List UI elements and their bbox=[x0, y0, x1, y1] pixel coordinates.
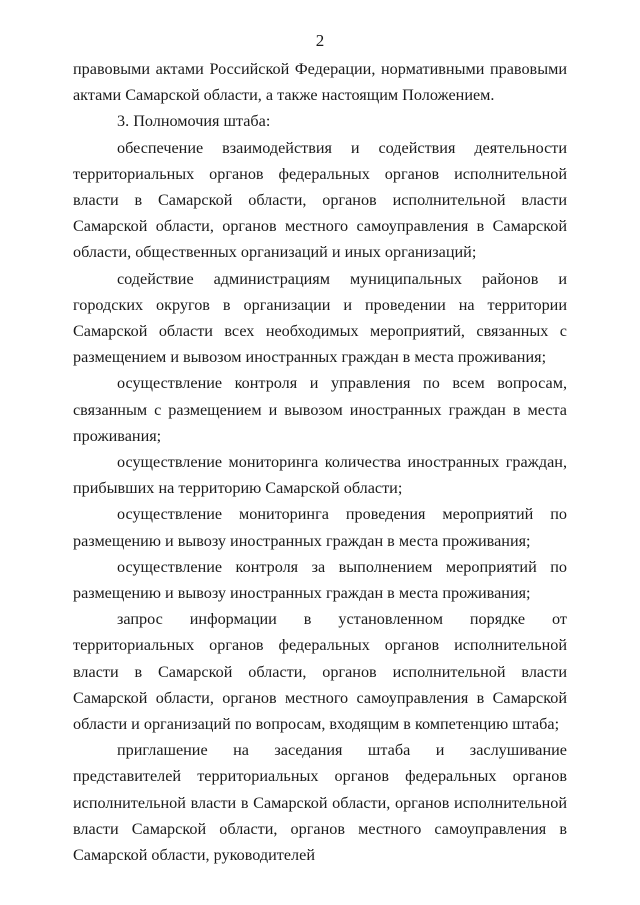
section-heading-powers: 3. Полномочия штаба: bbox=[117, 112, 271, 131]
paragraph-continuation: правовыми актами Российской Федерации, нормативными правовыми актами Самарской области, а также настоящим Положением. bbox=[73, 60, 567, 105]
paragraph-item: осуществление мониторинга количества иностранных граждан, прибывших на территорию Самарской области; bbox=[73, 453, 567, 498]
paragraph-item: приглашение на заседания штаба и заслушивание представителей территориальных органов федеральных органов исполнительной власти в Самарской области, органов исполнительной власти Самарской области, органов местного самоуправления в Самарской области, руководителей bbox=[73, 741, 567, 865]
paragraph-item: запрос информации в установленном порядке от территориальных органов федеральных органов исполнительной власти в Самарской области, органов исполнительной власти Самарской области, органов местного самоуправления в Самарской области и организаций по вопросам, входящим в компетенцию штаба; bbox=[73, 610, 567, 734]
paragraph-item: осуществление контроля за выполнением мероприятий по размещению и вывозу иностранных граждан в места проживания; bbox=[73, 557, 567, 603]
page-number: 2 bbox=[315, 31, 325, 50]
document-body bbox=[73, 56, 567, 868]
paragraph-item: осуществление мониторинга проведения мероприятий по размещению и вывозу иностранных граждан в места проживания; bbox=[73, 505, 567, 550]
paragraph-item: содействие администрациям муниципальных районов и городских округов в организации и проведении на территории Самарской области всех необходимых мероприятий, связанных с размещением и вывозом иностранных граждан в места проживания; bbox=[73, 269, 567, 367]
paragraph-item: осуществление контроля и управления по всем вопросам, связанным с размещением и вывозом иностранных граждан в места проживания; bbox=[73, 374, 567, 445]
paragraph-item: обеспечение взаимодействия и содействия деятельности территориальных органов федеральных органов исполнительной власти в Самарской области, органов исполнительной власти Самарской области, органов местного самоуправления в Самарской области, общественных организаций и иных организаций; bbox=[73, 138, 567, 262]
